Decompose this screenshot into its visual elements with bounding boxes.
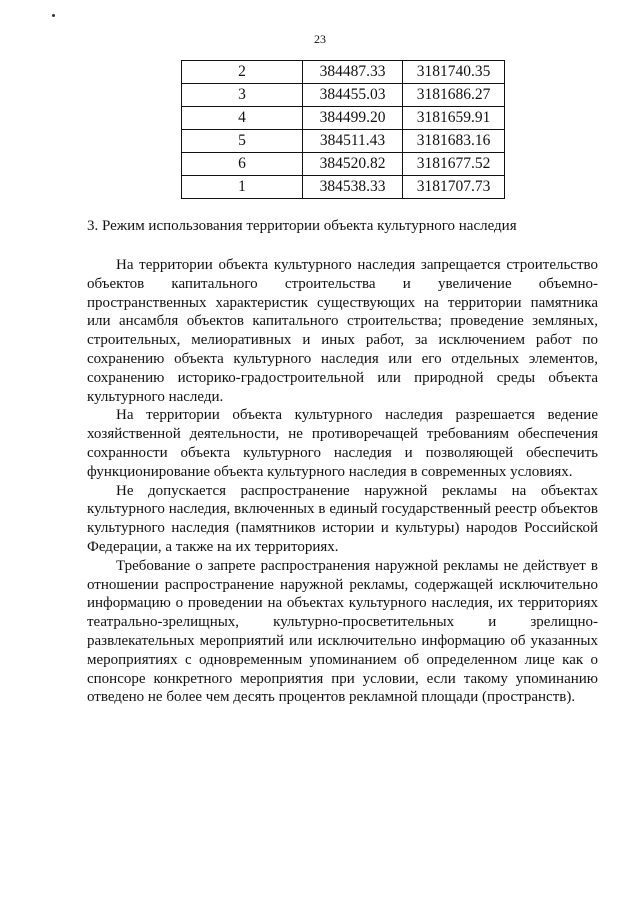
table-row xyxy=(182,107,505,130)
x-coordinate-cell: 384538.33 xyxy=(303,176,403,199)
x-coordinate-cell: 384520.82 xyxy=(303,153,403,176)
paragraph: На территории объекта культурного наследия разрешается ведение хозяйственной деятельности, не противоречащей требованиям обеспечения сохранности объекта культурного наследия и позволяющей обеспечить функционирование объекта культурного наследия в современных условиях. xyxy=(87,407,598,480)
paragraph: Требование о запрете распространения наружной рекламы не действует в отношении распространение наружной рекламы, содержащей исключительно информацию о проведении на объектах культурного наследия, их территориях театрально-зрелищных, культурно-просветительных и зрелищно-развлекательных мероприятий или исключительно информацию об указанных мероприятиях с одновременным упоминанием об определенном лице как о спонсоре конкретного мероприятия при условии, если такому упоминанию отведено не более чем десять процентов рекламной площади (пространств). xyxy=(87,557,598,706)
x-coordinate-cell: 384487.33 xyxy=(303,61,403,84)
table-row xyxy=(182,61,505,84)
page-number: 23 xyxy=(314,32,326,46)
scan-speck xyxy=(52,14,55,17)
x-coordinate-cell: 384455.03 xyxy=(303,84,403,107)
section-title: 3. Режим использования территории объекта культурного наследия xyxy=(87,218,517,234)
point-number-cell: 2 xyxy=(182,61,303,84)
table-row xyxy=(182,84,505,107)
paragraph: Не допускается распространение наружной рекламы на объектах культурного наследия, включенных в единый государственный реестр объектов культурного наследия (памятников истории и культуры) народов Российской Федерации, а также на их территориях. xyxy=(87,482,598,555)
coordinates-table-body xyxy=(182,61,505,199)
y-coordinate-cell: 3181707.73 xyxy=(403,176,505,199)
y-coordinate-cell: 3181677.52 xyxy=(403,153,505,176)
y-coordinate-cell: 3181659.91 xyxy=(403,107,505,130)
paragraph: На территории объекта культурного наследия запрещается строительство объектов капитального строительства и увеличение объемно-пространственных характеристик существующих на территории памятника или ансамбля объектов капитального строительства; проведение земляных, строительных, мелиоративных и иных работ, за исключением работ по сохранению объекта культурного наследия или его отдельных элементов, сохранению историко-градостроительной или природной среды объекта культурного наследи. xyxy=(87,257,598,405)
section-body xyxy=(87,256,598,707)
point-number-cell: 5 xyxy=(182,130,303,153)
point-number-cell: 6 xyxy=(182,153,303,176)
y-coordinate-cell: 3181683.16 xyxy=(403,130,505,153)
y-coordinate-cell: 3181740.35 xyxy=(403,61,505,84)
y-coordinate-cell: 3181686.27 xyxy=(403,84,505,107)
point-number-cell: 1 xyxy=(182,176,303,199)
point-number-cell: 4 xyxy=(182,107,303,130)
table-row xyxy=(182,176,505,199)
point-number-cell: 3 xyxy=(182,84,303,107)
coordinates-table xyxy=(181,60,505,199)
x-coordinate-cell: 384499.20 xyxy=(303,107,403,130)
x-coordinate-cell: 384511.43 xyxy=(303,130,403,153)
table-row xyxy=(182,153,505,176)
table-row xyxy=(182,130,505,153)
